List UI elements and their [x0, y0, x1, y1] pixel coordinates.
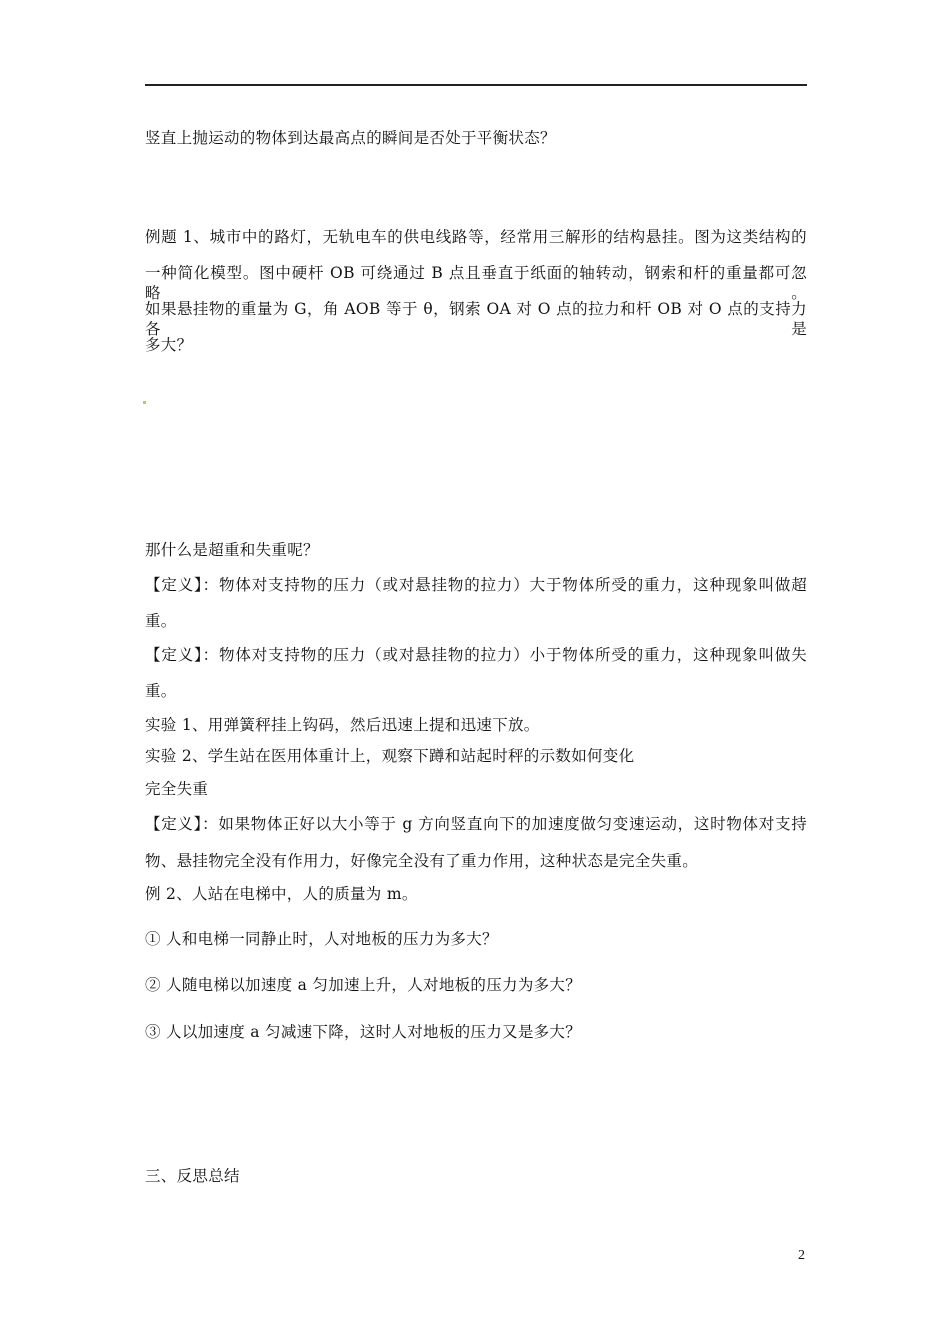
question-equilibrium: 竖直上抛运动的物体到达最高点的瞬间是否处于平衡状态？	[145, 129, 556, 147]
example1-line-2: 一种简化模型。图中硬杆 OB 可绕通过 B 点且垂直于纸面的轴转动，钢索和杆的重量都可忽略。	[145, 264, 807, 302]
example1-line-1: 例题 1、城市中的路灯，无轨电车的供电线路等，经常用三解形的结构悬挂。图为这类结构的	[145, 228, 807, 246]
experiment-2: 实验 2、学生站在医用体重计上，观察下蹲和站起时秤的示数如何变化	[145, 747, 635, 765]
example1-line-3: 如果悬挂物的重量为 G，角 AOB 等于 θ，钢索 OA 对 O 点的拉力和杆 OB 对 O 点的支持力各是	[145, 300, 807, 338]
overweight-question: 那什么是超重和失重呢？	[145, 541, 319, 559]
page-number: 2	[798, 1248, 805, 1263]
definition-complete-line-1: 【定义】：如果物体正好以大小等于 g 方向竖直向下的加速度做匀变速运动，这时物体对支持	[145, 815, 807, 833]
example2: 例 2、人站在电梯中，人的质量为 m。	[145, 885, 418, 903]
definition-weightless-line-1: 【定义】：物体对支持物的压力（或对悬挂物的拉力）小于物体所受的重力，这种现象叫做失	[145, 646, 807, 664]
definition-weightless-line-2: 重。	[145, 682, 177, 700]
definition-overweight-line-2: 重。	[145, 612, 177, 630]
example1-line-4: 多大？	[145, 336, 193, 354]
definition-complete-line-2: 物、悬挂物完全没有作用力，好像完全没有了重力作用，这种状态是完全失重。	[145, 852, 699, 870]
header-rule	[145, 84, 807, 86]
complete-weightless-heading: 完全失重	[145, 780, 209, 798]
definition-overweight-line-1: 【定义】：物体对支持物的压力（或对悬挂物的拉力）大于物体所受的重力，这种现象叫做超	[145, 576, 807, 594]
question-3: ③ 人以加速度 a 匀减速下降，这时人对地板的压力又是多大？	[145, 1023, 582, 1041]
experiment-1: 实验 1、用弹簧秤挂上钩码，然后迅速上提和迅速下放。	[145, 716, 540, 734]
question-2: ② 人随电梯以加速度 a 匀加速上升，人对地板的压力为多大？	[145, 976, 582, 994]
stray-mark	[143, 401, 146, 404]
section-reflection-summary: 三、反思总结	[145, 1167, 240, 1185]
question-1: ① 人和电梯一同静止时，人对地板的压力为多大？	[145, 930, 498, 948]
